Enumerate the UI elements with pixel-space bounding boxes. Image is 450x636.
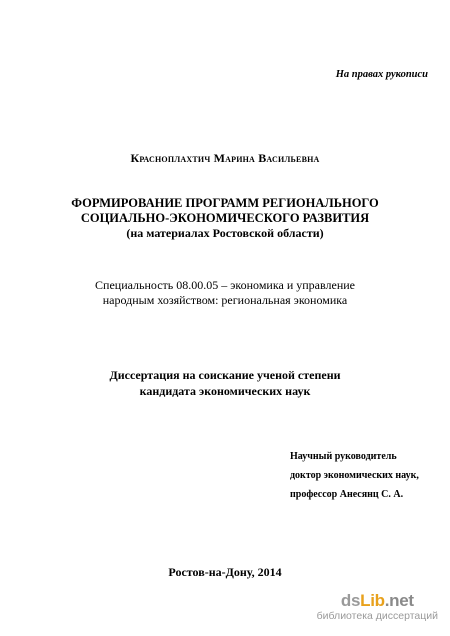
dissertation-title [0, 196, 450, 241]
title-line-2: СОЦИАЛЬНО-ЭКОНОМИЧЕСКОГО РАЗВИТИЯ [80, 211, 370, 225]
supervisor-line-3: профессор Анесянц С. А. [290, 489, 404, 500]
specialty-line-1: Специальность 08.00.05 – экономика и управление [95, 278, 355, 292]
supervisor-block [290, 447, 419, 504]
specialty-block [0, 278, 450, 308]
degree-block [0, 367, 450, 399]
supervisor-line-2: доктор экономических наук, [290, 470, 419, 481]
logo-part-ds: ds [340, 591, 361, 610]
degree-line-1: Диссертация на соискание ученой степени [109, 368, 341, 382]
manuscript-note: На правах рукописи [335, 69, 428, 80]
dslib-logo[interactable] [317, 592, 438, 610]
degree-line-2: кандидата экономических наук [139, 384, 311, 398]
city-year: Ростов-на-Дону, 2014 [168, 565, 282, 579]
supervisor-line-1: Научный руководитель [290, 451, 397, 462]
author-name: Красноплахтич Марина Васильевна [130, 151, 320, 165]
specialty-line-2: народным хозяйством: региональная экономика [102, 293, 348, 307]
title-line-1: ФОРМИРОВАНИЕ ПРОГРАММ РЕГИОНАЛЬНОГО [71, 196, 379, 210]
logo-part-lib: Lib [360, 591, 385, 610]
title-line-3: (на материалах Ростовской области) [126, 226, 324, 240]
watermark[interactable] [317, 592, 438, 622]
logo-part-net: .net [384, 591, 414, 610]
watermark-caption: библиотека диссертаций [316, 610, 438, 622]
